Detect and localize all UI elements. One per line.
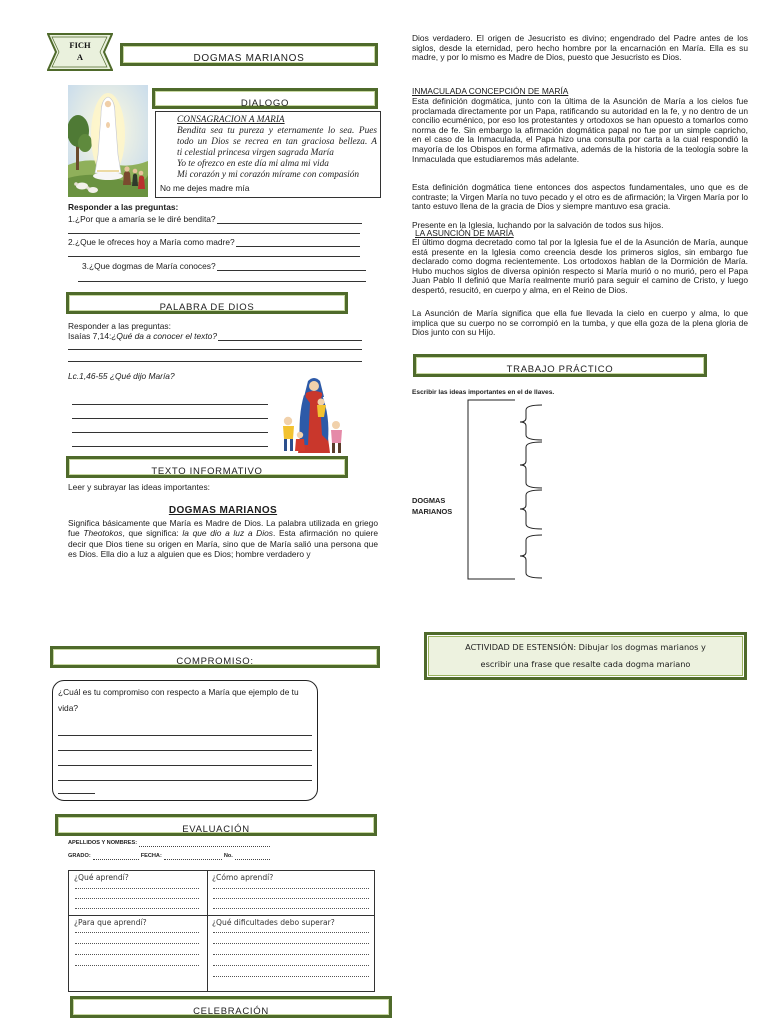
table-horizontal-divider xyxy=(69,915,374,916)
evaluation-table xyxy=(68,870,375,992)
continuation-paragraph: Dios verdadero. El origen de Jesucristo es divino; engendrado del Padre antes de los siglos, desde la eternidad, pero hecho hombre por la encarnación en María. Ella es su madre, y por lo mismo es Madre de Dios, puesto que Jesucristo es Dios. xyxy=(412,33,748,63)
dotted-line xyxy=(213,888,369,889)
evaluacion-header: EVALUACIÓN xyxy=(55,814,377,836)
asuncion-title: LA ASUNCIÓN DE MARÍA xyxy=(415,228,514,238)
main-bracket xyxy=(468,400,515,579)
answer-line xyxy=(58,735,312,736)
palabra-q1-text: ¿Qué da a conocer el texto? xyxy=(111,331,217,341)
answer-line xyxy=(58,750,312,751)
fecha-label: FECHA: xyxy=(140,853,162,859)
cell-que-aprendi: ¿Qué aprendí? xyxy=(74,873,129,882)
dotted-line xyxy=(213,908,369,909)
texto-header: TEXTO INFORMATIVO xyxy=(66,456,348,478)
dotted-line xyxy=(213,954,369,955)
compromiso-header: COMPROMISO: xyxy=(50,646,380,668)
answer-line xyxy=(72,418,268,419)
small-brace-4 xyxy=(520,535,542,578)
answer-line xyxy=(58,793,95,794)
name-field xyxy=(68,840,272,847)
texto-title: DOGMAS MARIANOS xyxy=(168,505,278,516)
dotted-line xyxy=(213,976,369,977)
dotted-line xyxy=(213,943,369,944)
texto-segment: . Esta afirmación no quiere decir que Dios tiene su origen en María, sino que de María salió una persona que es Dios. Ella dio a luz a alguien que es Dios; hombre verdadero y xyxy=(68,528,378,559)
answer-line xyxy=(72,404,268,405)
answer-line xyxy=(236,239,360,247)
inmaculada-title: INMACULADA CONCEPCIÓN DE MARÍA xyxy=(412,86,569,96)
texto-segment: Significa básicamente que María es Madre de Dios. La palabra utilizada en griego fue xyxy=(68,518,378,539)
badge-line1: FICH xyxy=(69,40,91,50)
dotted-line xyxy=(75,965,199,966)
actividad-line-1 xyxy=(427,642,744,652)
cell-para-que-aprendi: ¿Para que aprendí? xyxy=(74,918,147,927)
answer-line xyxy=(68,349,362,350)
texto-segment-italic: la que dio a luz a Dios xyxy=(182,528,273,539)
small-brace-3 xyxy=(520,490,542,529)
inmaculada-paragraph-3: Presente en la Iglesia, luchando por la salvación de todos sus hijos. xyxy=(412,220,664,230)
question-2-text: 2.¿Que le ofreces hoy a María como madre? xyxy=(68,237,235,247)
dotted-line xyxy=(75,888,199,889)
answer-line xyxy=(217,263,366,271)
dotted-line xyxy=(75,943,199,944)
brace-diagram xyxy=(405,396,565,586)
texto-segment: , que significa: xyxy=(122,528,183,539)
celebracion-header: CELEBRACIÓN xyxy=(70,996,392,1018)
asuncion-paragraph-2: La Asunción de María significa que ella fue llevada la cielo en cuerpo y alma, lo que implica que su cuerpo no se corrompió en la tumba, y que ella goza de la plena gloria de Dios junto con su Hijo. xyxy=(412,308,748,338)
compromiso-box xyxy=(52,680,318,801)
answer-line xyxy=(72,432,268,433)
answer-line xyxy=(58,780,312,781)
texto-instruction: Leer y subrayar las ideas importantes: xyxy=(68,482,210,492)
actividad-label: ACTIVIDAD DE ESTENSIÓN: xyxy=(465,642,577,652)
badge-line2: A xyxy=(76,52,84,62)
dotted-line xyxy=(75,908,199,909)
prayer-line: Bendita sea tu pureza y eternamente lo sea. Pues xyxy=(177,126,377,136)
dotted-line xyxy=(213,932,369,933)
answer-line xyxy=(217,216,362,224)
palabra-header: PALABRA DE DIOS xyxy=(66,292,348,314)
prayer-line: todo un Dios se recrea en tan graciosa belleza. A xyxy=(177,137,377,147)
name-dots xyxy=(139,842,270,847)
question-3-text: 3.¿Que dogmas de María conoces? xyxy=(82,261,216,271)
palabra-q1-ref: Isaías 7,14: xyxy=(68,331,112,341)
no-label: No. xyxy=(223,853,233,859)
inmaculada-paragraph-1: Esta definición dogmática, junto con la última de la Asunción de María a los cielos fue proclamada directamente por un Papa, ratificando su autoridad en la fe, y no dentro de un concilio ecuménico, por eso los protestantes y ortodoxos se han opuesto a tomarlos como norma de fe. Sin embargo la afirmación dogmática papal no fue por un simple capricho, en el caso de la Inmaculada, el Papa hizo una consulta por carta a la cual respondió la mayoría de los Obispos en forma afirmativa, además de la historia de la teología sobre la Inmaculada que estudiaremos más adelante. xyxy=(412,96,748,164)
actividad-text-2: escribir una frase que resalte cada dogma mariano xyxy=(480,659,691,669)
mary-with-children-image xyxy=(276,375,348,455)
question-3 xyxy=(82,261,366,271)
prayer-line: Yo te ofrezco en este día mi alma mi vida xyxy=(177,159,329,169)
inmaculada-paragraph-2: Esta definición dogmática tiene entonces dos aspectos fundamentales, uno que es de contraste; la Virgen María no tuvo pecado y el otro es de afirmación; la Virgen María por lo tanto estuvo llena de la gracia de Dios y siempre mantuvo esa gracia. xyxy=(412,182,748,212)
grado-label: GRADO: xyxy=(68,853,91,859)
actividad-box xyxy=(424,632,747,680)
prayer-closing: No me dejes madre mía xyxy=(160,183,250,193)
palabra-question-2: Lc.1,46-55 ¿Qué dijo María? xyxy=(68,371,175,381)
dotted-line xyxy=(213,965,369,966)
prayer-line: ti celestial princesa virgen sagrada María xyxy=(177,148,334,158)
answer-line xyxy=(68,256,360,257)
dotted-line xyxy=(213,898,369,899)
no-dots xyxy=(235,855,270,860)
answer-line xyxy=(58,765,312,766)
answer-line xyxy=(68,361,362,362)
dialogo-header: DIALOGO xyxy=(152,88,378,109)
asuncion-paragraph-1: El último dogma decretado como tal por la Iglesia fue el de la Asunción de María, aunque está presente en la Iglesia como creencia desde los primeros siglos, sin embargo fue declarado como dogma recientemente. Los ortodoxos hablan de la Dormición de María. Hubo muchos siglos de diversa opinión respecto si María murió o no murió, pero el Papa Juan Pablo II definió que María realmente murió para seguir el camino de Cristo, y luego despertó, resucitó, en cuerpo y alma, en el Reino de Dios. xyxy=(412,237,748,295)
table-vertical-divider xyxy=(207,871,208,991)
dialogo-questions-intro: Responder a las preguntas: xyxy=(68,202,179,212)
trabajo-header: TRABAJO PRÁCTICO xyxy=(413,354,707,377)
fecha-dots xyxy=(164,855,222,860)
page-title: DOGMAS MARIANOS xyxy=(120,43,378,66)
virgin-mary-fatima-image xyxy=(68,85,148,197)
answer-line xyxy=(68,233,360,234)
name-label: APELLIDOS Y NOMBRES: xyxy=(68,840,138,846)
small-brace-1 xyxy=(520,405,542,440)
question-1 xyxy=(68,214,362,224)
trabajo-instruction: Escribir las ideas importantes en el de llaves. xyxy=(412,389,555,396)
answer-line xyxy=(218,333,362,341)
grado-fecha-field xyxy=(68,853,272,860)
question-1-text: 1.¿Por que a amaría se le diré bendita? xyxy=(68,214,216,224)
prayer-line: Mi corazón y mi corazón mírame con compasión xyxy=(177,170,360,180)
question-2 xyxy=(68,237,360,247)
cell-dificultades: ¿Qué dificultades debo superar? xyxy=(212,918,335,927)
compromiso-question: ¿Cuál es tu compromiso con respecto a María que ejemplo de tu vida? xyxy=(58,687,299,713)
answer-line xyxy=(72,446,268,447)
texto-segment-italic: Theotokos xyxy=(83,528,123,539)
answer-line xyxy=(78,281,366,282)
palabra-question-1 xyxy=(68,331,362,341)
grado-dots xyxy=(93,855,139,860)
small-brace-2 xyxy=(520,442,542,488)
dotted-line xyxy=(75,932,199,933)
dotted-line xyxy=(75,954,199,955)
dotted-line xyxy=(75,898,199,899)
palabra-intro: Responder a las preguntas: xyxy=(68,321,171,331)
actividad-text-1: Dibujar los dogmas marianos y xyxy=(576,642,706,652)
texto-paragraph xyxy=(68,518,378,559)
diagram-label-line1: DOGMAS xyxy=(412,496,446,505)
diagram-label-line2: MARIANOS xyxy=(412,507,453,516)
cell-como-aprendi: ¿Cómo aprendí? xyxy=(212,873,274,882)
prayer-title: CONSAGRACIÓN A MARÍA xyxy=(177,115,285,125)
prayer-box xyxy=(155,111,381,198)
